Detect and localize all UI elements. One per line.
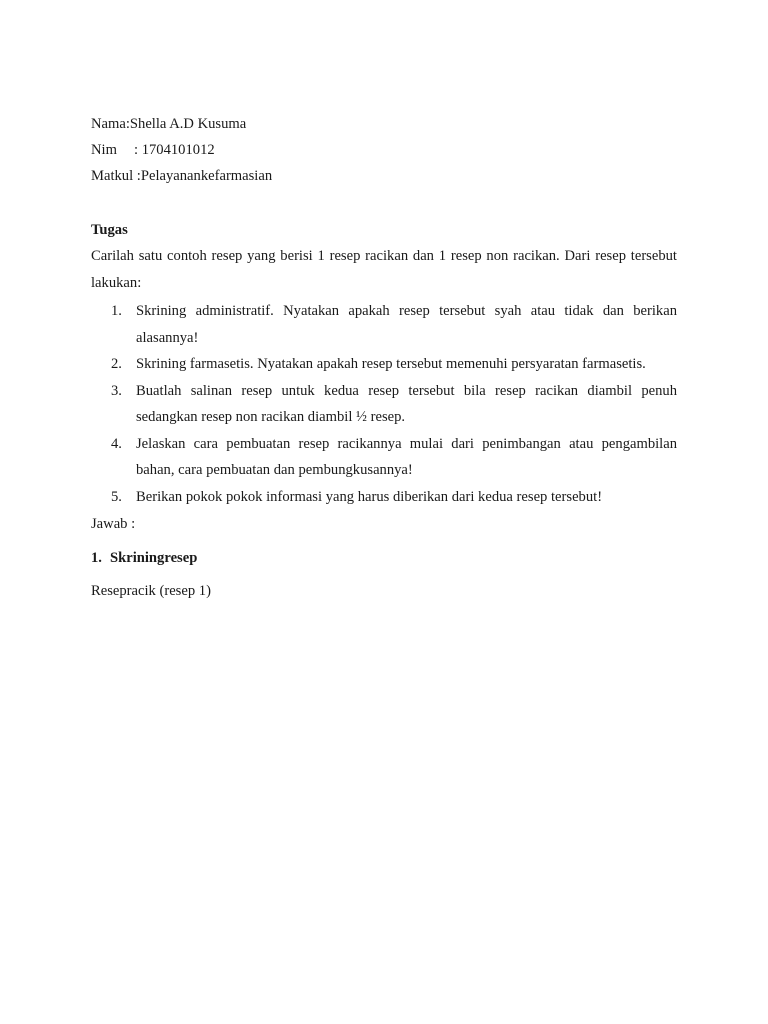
task-number: 2. — [111, 356, 122, 372]
answer-label: Jawab : — [91, 516, 136, 532]
task-list — [91, 298, 677, 510]
nim-value: : 1704101012 — [134, 142, 215, 158]
task-text: Jelaskan cara pembuatan resep racikannya mulai dari penimbangan atau pengambilan bahan, cara pembuatan dan pembungkusannya! — [136, 435, 677, 478]
task-number: 3. — [111, 382, 122, 399]
task-item — [91, 351, 677, 378]
section-title: Skriningresep — [110, 550, 198, 566]
task-number: 4. — [111, 435, 122, 452]
task-text: Skrining administratif. Nyatakan apakah resep tersebut syah atau tidak dan berikan alasannya! — [136, 303, 677, 346]
task-number: 1. — [111, 303, 122, 319]
task-text: Buatlah salinan resep untuk kedua resep tersebut bila resep racikan diambil penuh sedangkan resep non racikan diambil ½ resep. — [136, 382, 677, 425]
task-item — [91, 431, 677, 484]
section-heading — [91, 549, 197, 567]
course-name — [91, 167, 272, 185]
student-name-text: Nama:Shella A.D Kusuma — [91, 116, 247, 132]
task-text: Berikan pokok pokok informasi yang harus diberikan dari kedua resep tersebut! — [136, 488, 603, 505]
subsection-label: Resepracik (resep 1) — [91, 583, 211, 599]
task-number: 5. — [111, 488, 122, 505]
task-item — [91, 298, 677, 351]
nim-label: Nim — [91, 142, 117, 158]
student-nim — [91, 141, 215, 159]
task-text: Skrining farmasetis. Nyatakan apakah resep tersebut memenuhi persyaratan farmasetis. — [136, 356, 646, 372]
task-item — [91, 378, 677, 431]
task-heading: Tugas — [91, 222, 128, 238]
task-item — [91, 484, 677, 511]
student-name — [91, 115, 246, 133]
section-number: 1. — [91, 550, 102, 566]
course-name-text: Matkul :Pelayanankefarmasian — [91, 168, 273, 184]
task-intro: Carilah satu contoh resep yang berisi 1 resep racikan dan 1 resep non racikan. Dari resep tersebut lakukan: — [91, 248, 677, 291]
